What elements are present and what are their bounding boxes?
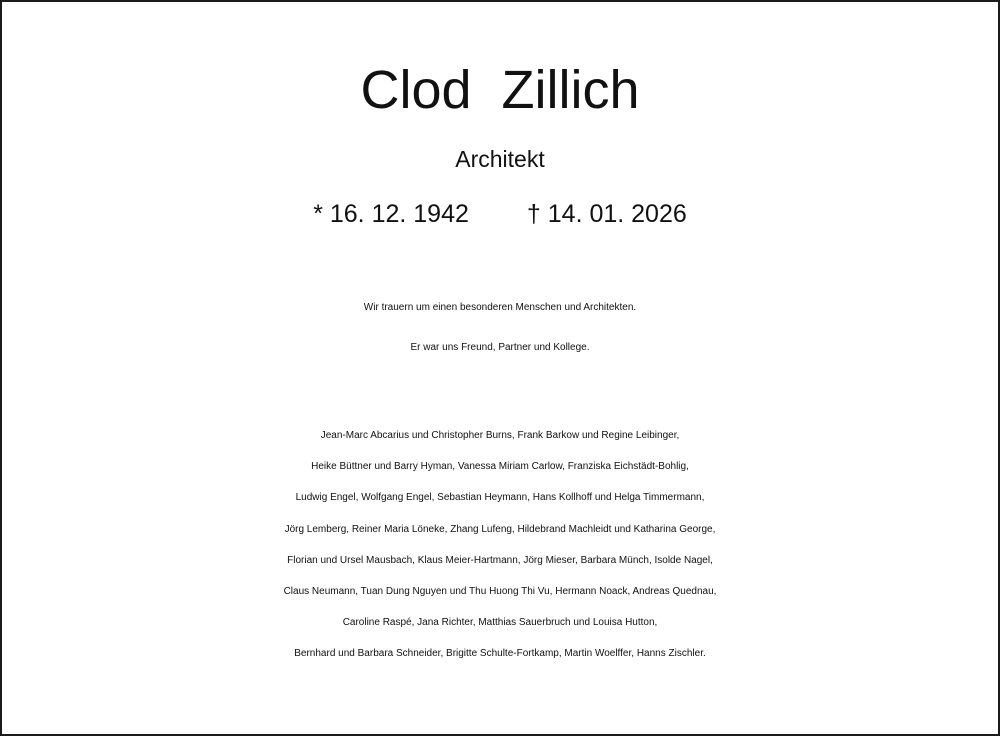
mourners-list: [2, 420, 998, 670]
mourners-line: Caroline Raspé, Jana Richter, Matthias Sauerbruch und Louisa Hutton,: [342, 617, 658, 629]
mourners-line: Ludwig Engel, Wolfgang Engel, Sebastian Heymann, Hans Kollhoff und Helga Timmermann,: [295, 492, 705, 504]
mourners-line: Heike Büttner und Barry Hyman, Vanessa Miriam Carlow, Franziska Eichstädt-Bohlig,: [311, 461, 689, 473]
tribute-line: Wir trauern um einen besonderen Menschen und Architekten.: [363, 302, 637, 313]
profession: Architekt: [455, 146, 545, 172]
mourners-line: Claus Neumann, Tuan Dung Nguyen und Thu Huong Thi Vu, Hermann Noack, Andreas Quednau,: [283, 586, 717, 598]
mourners-line: Florian und Ursel Mausbach, Klaus Meier-Hartmann, Jörg Mieser, Barbara Münch, Isolde Nagel,: [287, 554, 713, 566]
tribute-line: Er war uns Freund, Partner und Kollege.: [410, 342, 590, 353]
mourners-line: Bernhard und Barbara Schneider, Brigitte Schulte-Fortkamp, Martin Woelffer, Hanns Zischler.: [294, 648, 706, 660]
mourners-line: Jörg Lemberg, Reiner Maria Löneke, Zhang Lufeng, Hildebrand Machleidt und Katharina George,: [284, 523, 716, 535]
mourners-line: Jean-Marc Abcarius und Christopher Burns, Frank Barkow und Regine Leibinger,: [320, 430, 680, 441]
death-date: † 14. 01. 2026: [526, 200, 687, 228]
birth-date: * 16. 12. 1942: [313, 200, 469, 228]
life-dates: [2, 198, 998, 230]
tribute-text: [2, 288, 998, 368]
deceased-name: Clod Zillich: [360, 60, 640, 120]
